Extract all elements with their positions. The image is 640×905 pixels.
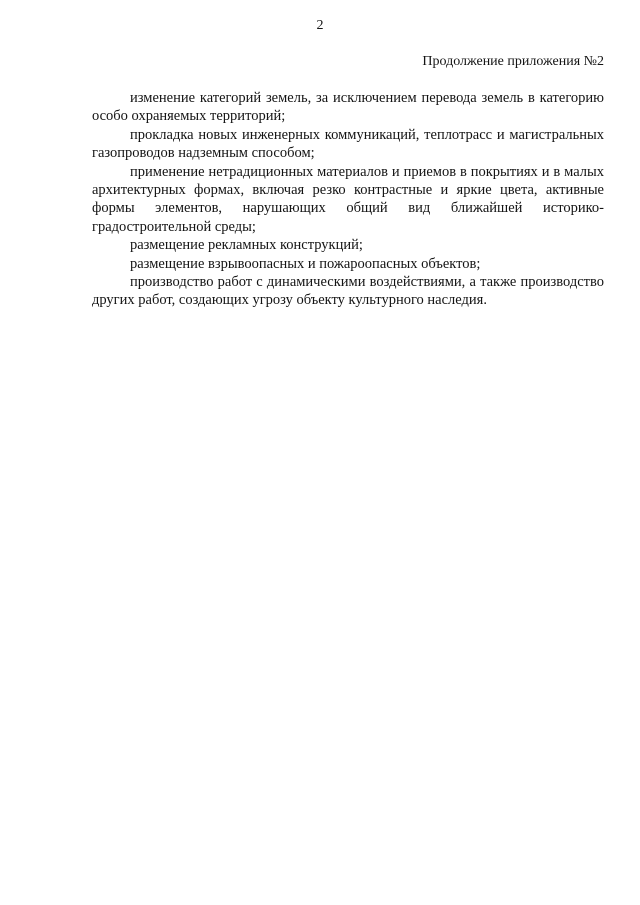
paragraph-utilities-laying: прокладка новых инженерных коммуникаций, теплотрасс и магистральных газопроводов надземным способом; [92, 126, 604, 162]
page-number: 2 [316, 18, 324, 33]
document-body [92, 89, 604, 310]
appendix-continuation-note: Продолжение приложения №2 [422, 54, 604, 69]
paragraph-hazardous-objects: размещение взрывоопасных и пожароопасных объектов; [130, 255, 481, 272]
paragraph-advertising-structures: размещение рекламных конструкций; [130, 237, 363, 254]
paragraph-land-category-change: изменение категорий земель, за исключением перевода земель в категорию особо охраняемых территорий; [92, 90, 604, 125]
paragraph-dynamic-works: производство работ с динамическими воздействиями, а также производство других работ, создающих угрозу объекту культурного наследия. [92, 274, 604, 309]
paragraph-nontraditional-materials: применение нетрадиционных материалов и приемов в покрытиях и в малых архитектурных формах, включая резко контрастные и яркие цвета, активные формы элементов, нарушающих общий вид ближайшей историко-градостроительной среды; [92, 163, 604, 235]
